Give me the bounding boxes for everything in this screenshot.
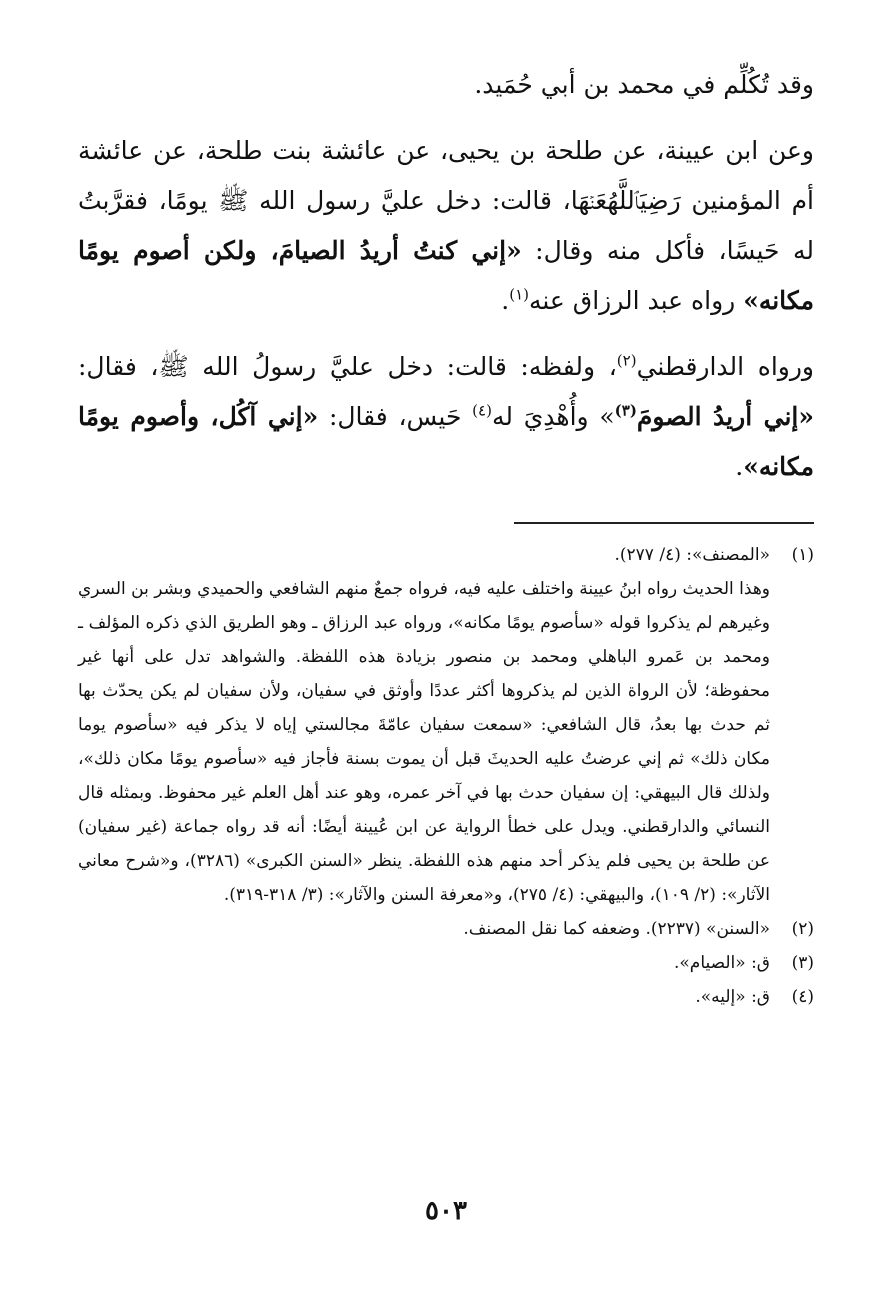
page xyxy=(78,60,814,1014)
paragraph-3-text-a: ورواه الدارقطني xyxy=(636,352,814,381)
main-text xyxy=(78,60,814,492)
paragraph-1: وقد تُكُلِّم في محمد بن أبي حُمَيد. xyxy=(474,70,814,99)
footnote-ref-3[interactable]: (٣) xyxy=(614,401,637,420)
footnote-text: ق: «إليه». xyxy=(695,987,770,1007)
footnote-2 xyxy=(78,912,814,946)
footnote-body xyxy=(78,946,770,980)
hadith-quote-1: «إني كنتُ أريدُ الصيامَ، ولكن أصوم يومًا مكانه» xyxy=(78,236,814,315)
paragraph-3-text-e: . xyxy=(735,452,744,481)
footnote-4 xyxy=(78,980,814,1014)
footnote-number: (١) xyxy=(791,545,814,565)
footnote-source: «المصنف»: (٤/ ٢٧٧). xyxy=(614,545,770,565)
footnote-number: (٤) xyxy=(791,987,814,1007)
footnote-ref-1[interactable]: (١) xyxy=(509,285,529,304)
footnote-ref-4[interactable]: (٤) xyxy=(472,401,492,420)
footnote-number: (٢) xyxy=(791,919,814,939)
hadith-quote-2-part-1: «إني أريدُ الصومَ xyxy=(636,402,815,431)
footnote-body xyxy=(78,980,770,1014)
footnote-separator xyxy=(514,522,814,524)
footnote-text: ق: «الصيام». xyxy=(673,953,770,973)
hadith-quote-2 xyxy=(615,402,814,431)
paragraph-2-text-a: وعن ابن عيينة، عن طلحة بن يحيى، عن عائشة بنت طلحة، عن عائشة أم المؤمنين رَضِيَٱللَّهُعَنۡهَا، قالت: دخل عليَّ رسول الله ﷺ يومًا، فقرَّبتُ له حَيسًا، فأكل منه وقال: xyxy=(78,136,814,265)
paragraph-3 xyxy=(78,342,814,492)
footnote-number: (٣) xyxy=(791,953,814,973)
paragraph-2-text-b: رواه عبد الرزاق عنه xyxy=(528,286,744,315)
paragraph-2 xyxy=(78,126,814,326)
paragraph-2-text-c: . xyxy=(501,286,510,315)
footnote-3 xyxy=(78,946,814,980)
hadith-quote-3: «إني آكُل، وأصوم يومًا مكانه» xyxy=(78,402,814,481)
footnote-commentary: وهذا الحديث رواه ابنُ عيينة واختلف عليه فيه، فرواه جمعٌ منهم الشافعي والحميدي وبشر بن السري وغيرهم لم يذكروا قوله «سأصوم يومًا مكانه»، ورواه عبد الرزاق ـ وهو الطريق الذي ذكره المؤلف ـ ومحمد بن عَمرو الباهلي ومحمد بن منصور بزيادة هذه اللفظة. والشواهد تدل على أنها غير محفوظة؛ لأن الرواة الذين لم يذكروها أكثر عددًا وأوثق في سفيان، ولأن سفيان لم يكن يحدّث بها ثم حدث بها بعدُ، قال الشافعي: «سمعت سفيان عامّةَ مجالستي إياه لا يذكر فيه «سأصوم يوما مكان ذلك» ثم إني عرضتُ عليه الحديثَ قبل أن يموت بسنة فأجاز فيه «سأصوم يومًا مكان ذلك»، ولذلك قال البيهقي: إن سفيان حدث بها في آخر عمره، وهو عند أهل العلم غير محفوظ. وبمثله قال النسائي والدارقطني. ويدل على خطأ الرواية عن ابن عُيينة أيضًا: أنه قد رواه جماعة (غير سفيان) عن طلحة بن يحيى فلم يذكر أحد منهم هذه اللفظة. ينظر «السنن الكبرى» (٣٢٨٦)، و«شرح معاني الآثار»: (٢/ ١٠٩)، والبيهقي: (٤/ ٢٧٥)، و«معرفة السنن والآثار»: (٣/ ٣١٨-٣١٩). xyxy=(78,579,771,905)
footnote-body xyxy=(78,912,770,946)
page-number: ٥٠٣ xyxy=(425,1196,467,1226)
paragraph-3-text-c: » وأُهْدِيَ له xyxy=(491,402,615,431)
footnote-ref-2[interactable]: (٢) xyxy=(616,351,637,370)
paragraph-3-text-b: ، ولفظه: قالت: دخل عليَّ رسولُ الله ﷺ، فقال: xyxy=(78,352,617,381)
footnote-1 xyxy=(78,538,814,912)
footnotes xyxy=(78,538,814,1014)
footnote-body xyxy=(78,538,770,912)
paragraph-3-text-d: حَيس، فقال: xyxy=(318,402,473,431)
footnote-text: «السنن» (٢٢٣٧). وضعفه كما نقل المصنف. xyxy=(463,919,770,939)
